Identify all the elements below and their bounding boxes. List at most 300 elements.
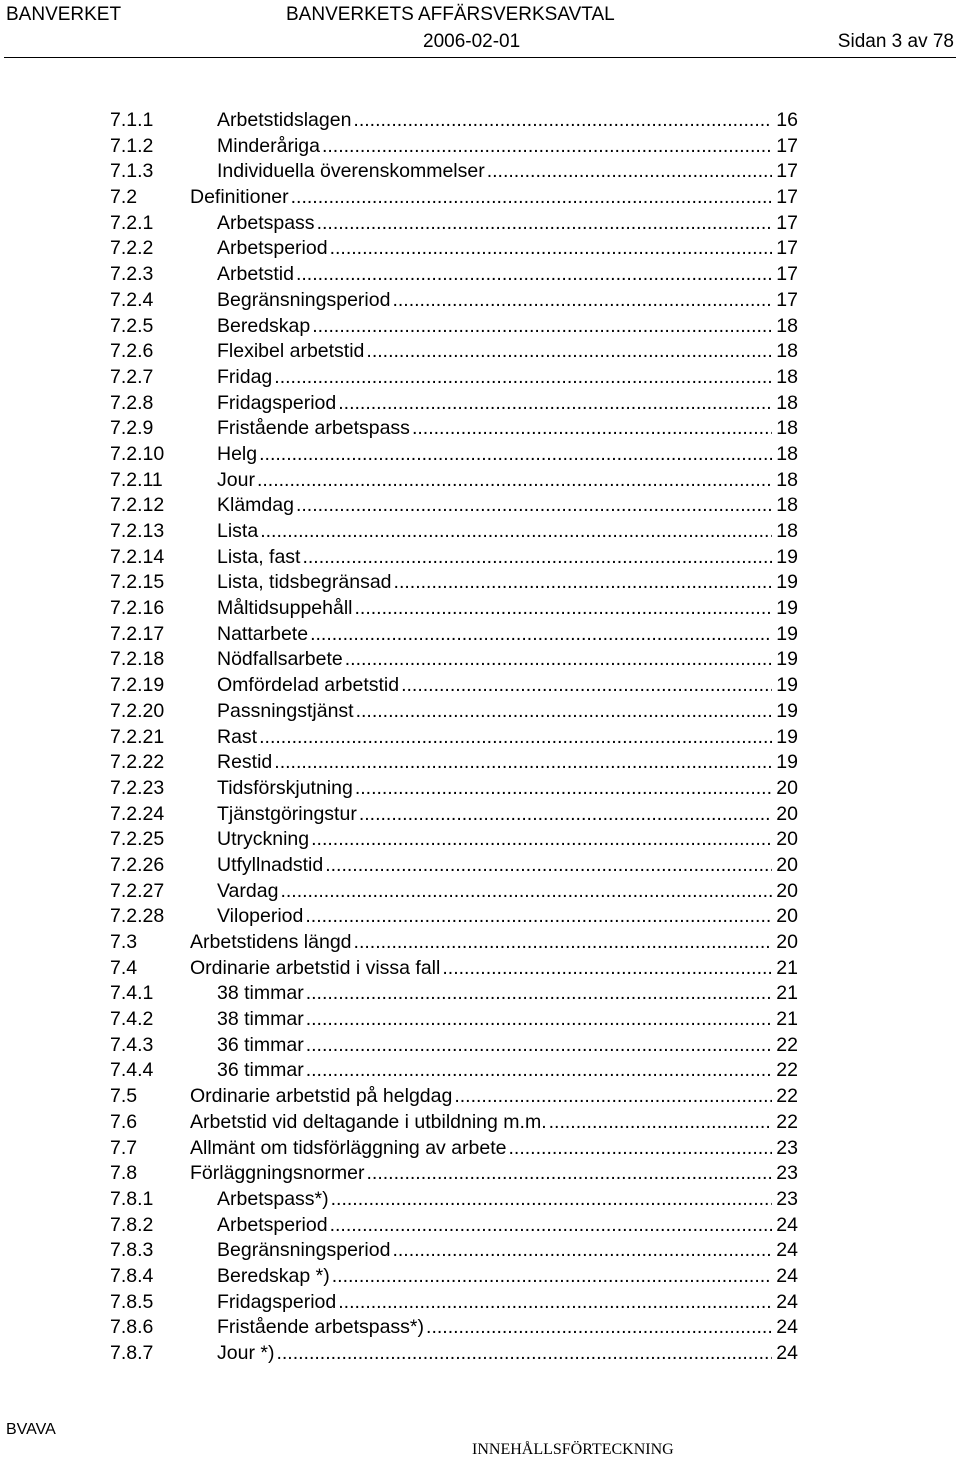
toc-entry[interactable] xyxy=(110,416,798,442)
toc-entry-number: 7.4.4 xyxy=(110,1059,154,1082)
toc-entry-body xyxy=(217,699,798,725)
toc-entry-title: Beredskap xyxy=(217,314,311,337)
toc-entry[interactable] xyxy=(110,442,798,468)
toc-entry-title: Rast xyxy=(217,725,258,748)
toc-entry-page: 19 xyxy=(776,545,798,568)
toc-entry-title: Nattarbete xyxy=(217,622,309,645)
toc-entry-body xyxy=(217,596,798,622)
toc-entry[interactable] xyxy=(110,1084,798,1110)
toc-entry-number: 7.2.12 xyxy=(110,494,165,517)
toc-dot-leader xyxy=(412,416,772,442)
toc-entry-body xyxy=(217,827,798,853)
toc-entry-title: Flexibel arbetstid xyxy=(217,340,365,363)
toc-entry[interactable] xyxy=(110,211,798,237)
toc-entry-number: 7.2.22 xyxy=(110,751,165,774)
toc-dot-leader xyxy=(355,776,772,802)
toc-entry-page: 24 xyxy=(776,1316,798,1339)
toc-entry[interactable] xyxy=(110,1136,798,1162)
toc-entry-page: 18 xyxy=(776,340,798,363)
toc-entry-page: 22 xyxy=(776,1033,798,1056)
header-divider xyxy=(4,57,956,58)
toc-entry-body xyxy=(217,622,798,648)
toc-dot-leader xyxy=(259,442,772,468)
toc-dot-leader xyxy=(345,647,773,673)
toc-dot-leader xyxy=(312,314,772,340)
toc-entry-body xyxy=(217,211,798,237)
toc-entry-number: 7.2.3 xyxy=(110,263,154,286)
toc-entry-title: 38 timmar xyxy=(217,982,304,1005)
toc-entry-number: 7.4.2 xyxy=(110,1008,154,1031)
toc-entry-title: Arbetstidens längd xyxy=(190,931,352,953)
toc-dot-leader xyxy=(322,134,772,160)
toc-entry-title: Måltidsuppehåll xyxy=(217,597,353,620)
toc-entry-number: 7.6 xyxy=(110,1110,138,1133)
toc-entry[interactable] xyxy=(110,827,798,853)
toc-entry-number: 7.4 xyxy=(110,956,138,979)
toc-entry-page: 23 xyxy=(776,1187,798,1210)
toc-entry[interactable] xyxy=(110,930,798,956)
toc-entry-body xyxy=(217,1187,798,1213)
toc-entry-number: 7.1.2 xyxy=(110,134,154,157)
header-organization: BANVERKET xyxy=(6,4,122,25)
toc-entry-page: 17 xyxy=(776,237,798,260)
toc-entry-page: 20 xyxy=(776,879,798,902)
toc-entry-number: 7.8.3 xyxy=(110,1239,154,1262)
toc-dot-leader xyxy=(306,1007,773,1033)
toc-entry-body xyxy=(190,1084,798,1110)
toc-dot-leader xyxy=(305,904,772,930)
toc-entry-number: 7.2.19 xyxy=(110,674,165,697)
header-document-title: BANVERKETS AFFÄRSVERKSAVTAL xyxy=(286,4,615,25)
toc-entry-title: Fristående arbetspass*) xyxy=(217,1316,425,1339)
toc-entry-number: 7.2 xyxy=(110,186,138,209)
toc-entry-title: Arbetspass*) xyxy=(217,1187,329,1210)
toc-dot-leader xyxy=(274,750,772,776)
toc-entry[interactable] xyxy=(110,776,798,802)
toc-entry-title: Fridagsperiod xyxy=(217,391,337,414)
toc-entry-page: 19 xyxy=(776,597,798,620)
toc-entry-title: 36 timmar xyxy=(217,1059,304,1082)
toc-entry-page: 18 xyxy=(776,365,798,388)
toc-entry-page: 20 xyxy=(776,802,798,825)
toc-entry-page: 23 xyxy=(776,1136,798,1159)
toc-entry-title: Tidsförskjutning xyxy=(217,776,353,799)
toc-entry-body xyxy=(217,108,798,134)
toc-entry-title: Lista xyxy=(217,520,259,542)
toc-entry-page: 24 xyxy=(776,1239,798,1262)
toc-entry-title: Beredskap *) xyxy=(217,1264,330,1287)
toc-dot-leader xyxy=(355,596,773,622)
toc-entry-body xyxy=(217,1238,798,1264)
toc-entry[interactable] xyxy=(110,879,798,905)
toc-entry-page: 18 xyxy=(776,520,798,542)
toc-dot-leader xyxy=(338,391,772,417)
toc-dot-leader xyxy=(330,236,773,262)
toc-dot-leader xyxy=(366,339,772,365)
toc-dot-leader xyxy=(274,365,772,391)
toc-entry[interactable] xyxy=(110,1290,798,1316)
toc-entry-body xyxy=(190,1136,798,1162)
toc-entry-title: Utfyllnadstid xyxy=(217,853,324,876)
toc-entry[interactable] xyxy=(110,314,798,340)
toc-dot-leader xyxy=(260,519,772,545)
toc-entry-title: Arbetstid vid deltagande i utbildning m.m. xyxy=(190,1110,547,1133)
toc-entry[interactable] xyxy=(110,1238,798,1264)
toc-entry-page: 22 xyxy=(776,1110,798,1133)
toc-dot-leader xyxy=(302,545,772,571)
toc-entry-title: Jour *) xyxy=(217,1342,275,1364)
toc-entry-body xyxy=(217,853,798,879)
toc-entry-title: Viloperiod xyxy=(217,905,304,928)
toc-entry-body xyxy=(217,1290,798,1316)
toc-entry-number: 7.8.2 xyxy=(110,1213,154,1236)
toc-entry-number: 7.2.9 xyxy=(110,417,154,440)
toc-entry-page: 17 xyxy=(776,160,798,183)
toc-entry[interactable] xyxy=(110,519,798,545)
toc-entry[interactable] xyxy=(110,1110,798,1136)
toc-entry[interactable] xyxy=(110,1033,798,1059)
toc-entry-title: Restid xyxy=(217,751,273,774)
toc-entry-title: Vardag xyxy=(217,879,279,902)
toc-entry-title: Nödfallsarbete xyxy=(217,648,343,671)
toc-entry[interactable] xyxy=(110,236,798,262)
toc-entry[interactable] xyxy=(110,365,798,391)
toc-entry[interactable] xyxy=(110,493,798,519)
toc-entry-number: 7.2.28 xyxy=(110,905,165,928)
toc-entry-title: Ordinarie arbetstid på helgdag xyxy=(190,1085,453,1108)
toc-entry-number: 7.2.11 xyxy=(110,468,163,491)
toc-entry-body xyxy=(217,416,798,442)
toc-entry[interactable] xyxy=(110,108,798,134)
toc-entry-page: 22 xyxy=(776,1085,798,1108)
toc-entry[interactable] xyxy=(110,673,798,699)
toc-entry-number: 7.2.14 xyxy=(110,545,165,568)
toc-entry-number: 7.2.1 xyxy=(110,211,154,234)
toc-entry[interactable] xyxy=(110,1161,798,1187)
toc-dot-leader xyxy=(359,802,772,828)
toc-entry-number: 7.2.25 xyxy=(110,828,165,851)
toc-entry-page: 21 xyxy=(776,956,798,979)
toc-entry-body xyxy=(217,1315,798,1341)
toc-entry[interactable] xyxy=(110,1315,798,1341)
toc-entry-title: Arbetstidslagen xyxy=(217,109,352,131)
toc-entry[interactable] xyxy=(110,262,798,288)
toc-entry-page: 23 xyxy=(776,1162,798,1185)
toc-entry-title: Klämdag xyxy=(217,494,294,517)
toc-entry-title: Arbetstid xyxy=(217,263,294,286)
toc-entry-title: Begränsningsperiod xyxy=(217,1239,391,1262)
toc-entry-number: 7.2.20 xyxy=(110,699,165,722)
toc-entry-number: 7.2.6 xyxy=(110,340,154,363)
toc-entry[interactable] xyxy=(110,699,798,725)
toc-entry-page: 22 xyxy=(776,1059,798,1082)
toc-entry-page: 21 xyxy=(776,1008,798,1031)
toc-dot-leader xyxy=(353,108,772,134)
toc-dot-leader xyxy=(296,493,772,519)
toc-entry-title: Definitioner xyxy=(190,186,289,209)
toc-entry[interactable] xyxy=(110,185,798,211)
toc-entry-title: Utryckning xyxy=(217,828,310,851)
toc-dot-leader xyxy=(426,1315,772,1341)
toc-entry-body xyxy=(217,493,798,519)
toc-entry-body xyxy=(217,673,798,699)
toc-dot-leader xyxy=(331,1187,773,1213)
toc-dot-leader xyxy=(509,1136,773,1162)
toc-dot-leader xyxy=(306,1058,773,1084)
toc-entry[interactable] xyxy=(110,1058,798,1084)
toc-dot-leader xyxy=(330,1213,773,1239)
toc-entry-page: 19 xyxy=(776,674,798,697)
toc-entry-title: 36 timmar xyxy=(217,1033,304,1056)
toc-entry-number: 7.2.21 xyxy=(110,725,165,748)
toc-entry-body xyxy=(190,956,798,982)
toc-entry[interactable] xyxy=(110,981,798,1007)
header-date: 2006-02-01 xyxy=(423,31,521,52)
toc-entry-body xyxy=(217,365,798,391)
toc-entry-number: 7.2.5 xyxy=(110,314,154,337)
toc-dot-leader xyxy=(311,827,772,853)
toc-dot-leader xyxy=(487,159,773,185)
toc-entry-page: 19 xyxy=(776,725,798,748)
toc-dot-leader xyxy=(306,981,773,1007)
toc-entry-body xyxy=(217,750,798,776)
toc-entry-body xyxy=(190,185,798,211)
toc-entry[interactable] xyxy=(110,1187,798,1213)
toc-entry-number: 7.2.26 xyxy=(110,853,165,876)
toc-entry-number: 7.7 xyxy=(110,1136,138,1159)
toc-entry-title: Minderåriga xyxy=(217,134,320,157)
toc-dot-leader xyxy=(306,1033,773,1059)
toc-entry-title: Individuella överenskommelser xyxy=(217,160,485,183)
toc-entry-body xyxy=(217,545,798,571)
toc-dot-leader xyxy=(325,853,772,879)
toc-entry-body xyxy=(217,339,798,365)
toc-dot-leader xyxy=(257,468,772,494)
toc-entry-number: 7.8.5 xyxy=(110,1290,154,1313)
toc-entry-body xyxy=(217,1007,798,1033)
toc-entry[interactable] xyxy=(110,1007,798,1033)
toc-entry-number: 7.8.7 xyxy=(110,1342,154,1364)
toc-dot-leader xyxy=(401,673,772,699)
toc-entry[interactable] xyxy=(110,956,798,982)
toc-entry-title: Fristående arbetspass xyxy=(217,417,410,440)
toc-entry-number: 7.8 xyxy=(110,1162,138,1185)
toc-entry-number: 7.2.7 xyxy=(110,365,154,388)
toc-entry-number: 7.8.6 xyxy=(110,1316,154,1339)
header-page-number: Sidan 3 av 78 xyxy=(837,31,954,52)
toc-entry-page: 18 xyxy=(776,468,798,491)
toc-entry-page: 17 xyxy=(776,288,798,311)
toc-dot-leader xyxy=(296,262,772,288)
toc-entry-number: 7.2.23 xyxy=(110,776,165,799)
toc-entry-page: 17 xyxy=(776,211,798,234)
toc-entry-number: 7.2.16 xyxy=(110,597,165,620)
toc-entry-page: 18 xyxy=(776,494,798,517)
toc-entry-page: 24 xyxy=(776,1342,798,1364)
toc-entry-page: 19 xyxy=(776,648,798,671)
toc-entry[interactable] xyxy=(110,570,798,596)
toc-entry-body xyxy=(217,468,798,494)
toc-entry-body xyxy=(217,262,798,288)
toc-entry[interactable] xyxy=(110,468,798,494)
toc-entry[interactable] xyxy=(110,1264,798,1290)
toc-entry[interactable] xyxy=(110,853,798,879)
toc-entry-page: 18 xyxy=(776,417,798,440)
toc-entry-body xyxy=(217,1033,798,1059)
toc-entry-number: 7.2.10 xyxy=(110,442,165,465)
toc-entry-title: Arbetsperiod xyxy=(217,1213,328,1236)
toc-entry-body xyxy=(190,930,798,956)
toc-entry-title: Lista, fast xyxy=(217,545,301,568)
toc-entry-title: Jour xyxy=(217,468,255,491)
toc-entry-page: 24 xyxy=(776,1213,798,1236)
toc-entry-number: 7.2.13 xyxy=(110,520,165,542)
toc-entry-page: 18 xyxy=(776,442,798,465)
toc-entry-body xyxy=(190,1161,798,1187)
toc-entry[interactable] xyxy=(110,391,798,417)
toc-entry-number: 7.4.3 xyxy=(110,1033,154,1056)
toc-entry-body xyxy=(217,570,798,596)
toc-dot-leader xyxy=(317,211,773,237)
toc-entry-title: Helg xyxy=(217,442,258,465)
toc-entry-number: 7.2.27 xyxy=(110,879,165,902)
toc-entry-title: Omfördelad arbetstid xyxy=(217,674,400,697)
toc-entry-body xyxy=(217,879,798,905)
toc-entry-number: 7.8.4 xyxy=(110,1264,154,1287)
toc-entry-title: Arbetsperiod xyxy=(217,237,328,260)
toc-entry-page: 20 xyxy=(776,931,798,953)
toc-entry-page: 21 xyxy=(776,982,798,1005)
toc-entry-body xyxy=(217,904,798,930)
toc-entry-body xyxy=(217,314,798,340)
toc-entry-title: Fridag xyxy=(217,365,273,388)
toc-entry-title: Tjänstgöringstur xyxy=(217,802,357,825)
toc-entry-page: 20 xyxy=(776,905,798,928)
toc-entry-body xyxy=(217,159,798,185)
toc-entry-body xyxy=(217,519,798,545)
page-header xyxy=(0,0,960,60)
toc-entry-number: 7.8.1 xyxy=(110,1187,154,1210)
toc-entry-title: Förläggningsnormer xyxy=(190,1162,365,1185)
toc-entry-page: 18 xyxy=(776,314,798,337)
toc-entry-body xyxy=(217,725,798,751)
toc-dot-leader xyxy=(442,956,772,982)
toc-entry-page: 17 xyxy=(776,263,798,286)
toc-entry-page: 17 xyxy=(776,186,798,209)
toc-entry-number: 7.2.2 xyxy=(110,237,154,260)
toc-entry[interactable] xyxy=(110,545,798,571)
toc-entry-page: 19 xyxy=(776,751,798,774)
toc-entry-number: 7.2.15 xyxy=(110,571,165,594)
toc-entry[interactable] xyxy=(110,1213,798,1239)
toc-entry-number: 7.2.17 xyxy=(110,622,165,645)
toc-entry-number: 7.4.1 xyxy=(110,982,154,1005)
toc-entry[interactable] xyxy=(110,159,798,185)
toc-dot-leader xyxy=(356,699,773,725)
toc-dot-leader xyxy=(367,1161,773,1187)
toc-entry-title: 38 timmar xyxy=(217,1008,304,1031)
toc-entry[interactable] xyxy=(110,647,798,673)
toc-entry-title: Passningstjänst xyxy=(217,699,354,722)
toc-entry-body xyxy=(217,647,798,673)
toc-entry-page: 16 xyxy=(776,109,798,131)
toc-entry-number: 7.2.4 xyxy=(110,288,154,311)
toc-entry[interactable] xyxy=(110,725,798,751)
toc-dot-leader xyxy=(276,1341,772,1367)
toc-entry-body xyxy=(217,236,798,262)
toc-entry[interactable] xyxy=(110,339,798,365)
toc-entry-page: 20 xyxy=(776,853,798,876)
toc-entry-page: 20 xyxy=(776,828,798,851)
toc-entry-number: 7.2.8 xyxy=(110,391,154,414)
toc-entry-title: Arbetspass xyxy=(217,211,315,234)
toc-entry-title: Ordinarie arbetstid i vissa fall xyxy=(190,956,441,979)
table-of-contents xyxy=(110,108,798,1367)
toc-dot-leader xyxy=(259,725,772,751)
toc-entry-number: 7.1.3 xyxy=(110,160,154,183)
toc-entry-title: Allmänt om tidsförläggning av arbete xyxy=(190,1136,507,1159)
toc-entry-body xyxy=(190,1110,798,1136)
toc-dot-leader xyxy=(454,1084,772,1110)
toc-entry-body xyxy=(217,1213,798,1239)
toc-entry-page: 20 xyxy=(776,776,798,799)
footer-left-label: BVAVA xyxy=(6,1421,56,1438)
toc-entry-title: Fridagsperiod xyxy=(217,1290,337,1313)
toc-dot-leader xyxy=(549,1110,773,1136)
toc-entry-body xyxy=(217,1341,798,1367)
toc-entry[interactable] xyxy=(110,802,798,828)
toc-entry-body xyxy=(217,1058,798,1084)
toc-entry-number: 7.3 xyxy=(110,931,138,953)
toc-entry[interactable] xyxy=(110,622,798,648)
toc-entry-body xyxy=(217,391,798,417)
toc-entry-body xyxy=(217,776,798,802)
toc-entry-number: 7.2.24 xyxy=(110,802,165,825)
toc-entry-title: Begränsningsperiod xyxy=(217,288,391,311)
toc-entry-page: 19 xyxy=(776,699,798,722)
toc-dot-leader xyxy=(291,185,773,211)
toc-entry-body xyxy=(217,288,798,314)
toc-entry-body xyxy=(217,1264,798,1290)
toc-dot-leader xyxy=(392,1238,772,1264)
toc-dot-leader xyxy=(332,1264,773,1290)
toc-entry[interactable] xyxy=(110,288,798,314)
toc-entry-number: 7.5 xyxy=(110,1085,138,1108)
toc-entry[interactable] xyxy=(110,750,798,776)
toc-entry-page: 19 xyxy=(776,571,798,594)
toc-entry-page: 24 xyxy=(776,1290,798,1313)
footer-section-label: INNEHÅLLSFÖRTECKNING xyxy=(472,1441,674,1458)
toc-entry-number: 7.1.1 xyxy=(110,109,154,131)
toc-entry[interactable] xyxy=(110,904,798,930)
toc-entry[interactable] xyxy=(110,596,798,622)
toc-dot-leader xyxy=(310,622,772,648)
toc-entry[interactable] xyxy=(110,134,798,160)
toc-entry-body xyxy=(217,981,798,1007)
toc-entry[interactable] xyxy=(110,1341,798,1367)
toc-dot-leader xyxy=(354,930,773,956)
toc-entry-body xyxy=(217,134,798,160)
toc-entry-page: 18 xyxy=(776,391,798,414)
toc-entry-page: 24 xyxy=(776,1264,798,1287)
toc-dot-leader xyxy=(338,1290,772,1316)
toc-dot-leader xyxy=(280,879,772,905)
toc-entry-number: 7.2.18 xyxy=(110,648,165,671)
toc-dot-leader xyxy=(394,570,773,596)
toc-entry-body xyxy=(217,802,798,828)
toc-entry-page: 19 xyxy=(776,622,798,645)
toc-entry-page: 17 xyxy=(776,134,798,157)
